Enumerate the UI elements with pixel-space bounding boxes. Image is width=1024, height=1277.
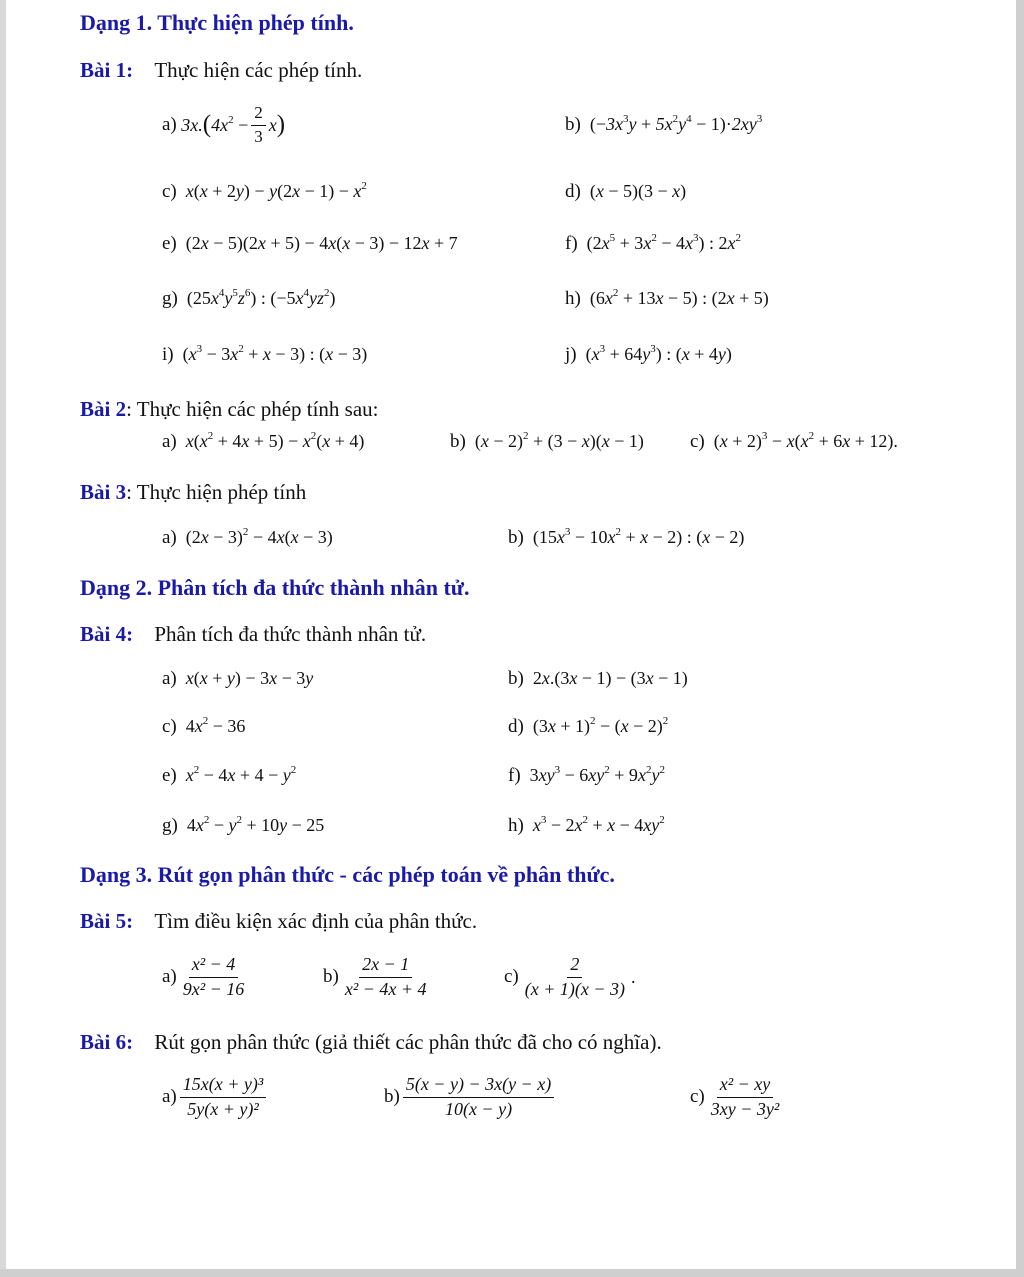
fraction: $\frac{5(x - y) - 3x(y - x)}{10(x - y)}$ bbox=[403, 1075, 554, 1120]
exercise-1-item-g: g) $(25x^4y^5z^6)$ : $(-5x^4yz^2)$ bbox=[162, 287, 336, 309]
exercise-6-item-b: b) $\frac{5(x - y) - 3x(y - x)}{10(x - y)}$ bbox=[384, 1075, 557, 1120]
page-frame-bottom bbox=[0, 1269, 1024, 1277]
exercise-4-item-e: e) $x^2 - 4x + 4 - y^2$ bbox=[162, 764, 297, 786]
exercise-1-item-h: h) $(6x^2 + 13x - 5)$ : (2x + 5) bbox=[565, 287, 769, 309]
exercise-2-item-c: c) $(x + 2)^3 - x(x^2 + 6x + 12)$. bbox=[690, 430, 898, 452]
exercise-5-text: Tìm điều kiện xác định của phân thức. bbox=[154, 909, 478, 933]
fraction: $\frac{\text{x² − 4}}{\text{9x² − 16}}$ bbox=[182, 954, 245, 999]
exercise-2-label: Bài 2 bbox=[80, 397, 127, 421]
fraction: $\frac{\text{15x(x + y)³}}{\text{5y(x + y)²}}$ bbox=[180, 1075, 267, 1120]
exercise-2-title bbox=[80, 397, 379, 422]
exercise-6-title bbox=[80, 1030, 662, 1055]
exercise-1-label: Bài 1: bbox=[80, 58, 134, 82]
exercise-1-item-j: j) $(x^3 + 64y^3)$ : (x + 4y) bbox=[565, 343, 732, 365]
exercise-4-item-b: b) 2x.(3x − 1) − (3x − 1) bbox=[508, 668, 688, 689]
exercise-1-item-i: i) $(x^3 - 3x^2 + x - 3)$ : (x − 3) bbox=[162, 343, 368, 365]
fraction: $\frac{2}{(x + 1)(x - 3)}$ bbox=[524, 954, 626, 999]
page-frame-left bbox=[0, 0, 6, 1277]
exercise-4-text: Phân tích đa thức thành nhân tử. bbox=[154, 622, 427, 646]
page-frame-right bbox=[1016, 0, 1024, 1277]
exercise-4-label: Bài 4: bbox=[80, 622, 134, 646]
fraction: $\frac{\text{x² − xy}}{\text{3xy − 3y²}}$ bbox=[710, 1074, 780, 1119]
exercise-1-text: Thực hiện các phép tính. bbox=[154, 58, 363, 82]
exercise-6-item-a: a) $\frac{\text{15x(x + y)³}}{\text{5y(x + y)²}}$ bbox=[162, 1075, 269, 1120]
exercise-1-item-e: e) (2x − 5)(2x + 5) − 4x(x − 3) − 12x + 7 bbox=[162, 233, 458, 254]
exercise-3-item-b: b) $(15x^3 - 10x^2 + x - 2)$ : (x − 2) bbox=[508, 526, 745, 548]
exercise-5-item-c: c) $\frac{2}{(x + 1)(x - 3)}$ . bbox=[504, 954, 636, 999]
exercise-1-item-b: b) $(-3x^3y + 5x^2y^4 - 1)\cdot 2xy^3$ bbox=[565, 113, 763, 135]
fraction: $\frac{2x - 1}{\text{x² − 4x + 4}}$ bbox=[344, 954, 427, 999]
exercise-4-item-c: c) $4x^2 - 36$ bbox=[162, 715, 246, 737]
exercise-2-item-a: a) $x(x^2 + 4x + 5) - x^2(x + 4)$ bbox=[162, 430, 365, 452]
exercise-2-item-b: b) $(x - 2)^2 + (3 - x)(x - 1)$ bbox=[450, 430, 644, 452]
exercise-6-text: Rút gọn phân thức (giả thiết các phân thức đã cho có nghĩa). bbox=[154, 1030, 662, 1054]
exercise-5-label: Bài 5: bbox=[80, 909, 134, 933]
exercise-6-label: Bài 6: bbox=[80, 1030, 134, 1054]
exercise-1-title bbox=[80, 58, 362, 83]
section-1-heading: Dạng 1. Thực hiện phép tính. bbox=[80, 10, 354, 35]
exercise-3-label: Bài 3 bbox=[80, 480, 127, 504]
exercise-5-item-a: a) $\frac{\text{x² − 4}}{\text{9x² − 16}}$ bbox=[162, 955, 250, 1000]
exercise-2-text: : Thực hiện các phép tính sau: bbox=[126, 397, 379, 421]
section-3-heading: Dạng 3. Rút gọn phân thức - các phép toán về phân thức. bbox=[80, 862, 615, 887]
exercise-4-item-h: h) $x^3 - 2x^2 + x - 4xy^2$ bbox=[508, 814, 665, 836]
exercise-3-title bbox=[80, 480, 306, 505]
section-2-heading: Dạng 2. Phân tích đa thức thành nhân tử. bbox=[80, 575, 470, 600]
exercise-3-text: : Thực hiện phép tính bbox=[126, 480, 307, 504]
exercise-3-item-a: a) $(2x - 3)^2 - 4x(x - 3)$ bbox=[162, 526, 333, 548]
exercise-1-item-c: c) $x(x + 2y) - y(2x - 1) - x^2$ bbox=[162, 180, 367, 202]
exercise-4-item-f: f) $3xy^3 - 6xy^2 + 9x^2y^2$ bbox=[508, 764, 665, 786]
exercise-1-item-a: a) 3x. ( $4x^2$ − $\frac{2}{3}$ x ) bbox=[162, 103, 286, 146]
exercise-1-item-d: d) (x − 5)(3 − x) bbox=[565, 181, 687, 202]
exercise-6-item-c: c) $\frac{\text{x² − xy}}{\text{3xy − 3y²}}$ bbox=[690, 1075, 785, 1120]
exercise-5-item-b: b) $\frac{2x - 1}{\text{x² − 4x + 4}}$ bbox=[323, 955, 433, 1000]
exercise-5-title bbox=[80, 909, 477, 934]
exercise-4-title bbox=[80, 622, 426, 647]
exercise-1-item-f: f) $(2x^5 + 3x^2 - 4x^3)$ : $2x^2$ bbox=[565, 232, 741, 254]
exercise-4-item-a: a) x(x + y) − 3x − 3y bbox=[162, 668, 314, 689]
exercise-4-item-g: g) $4x^2 - y^2 + 10y - 25$ bbox=[162, 814, 325, 836]
exercise-4-item-d: d) $(3x + 1)^2 - (x - 2)^2$ bbox=[508, 715, 669, 737]
